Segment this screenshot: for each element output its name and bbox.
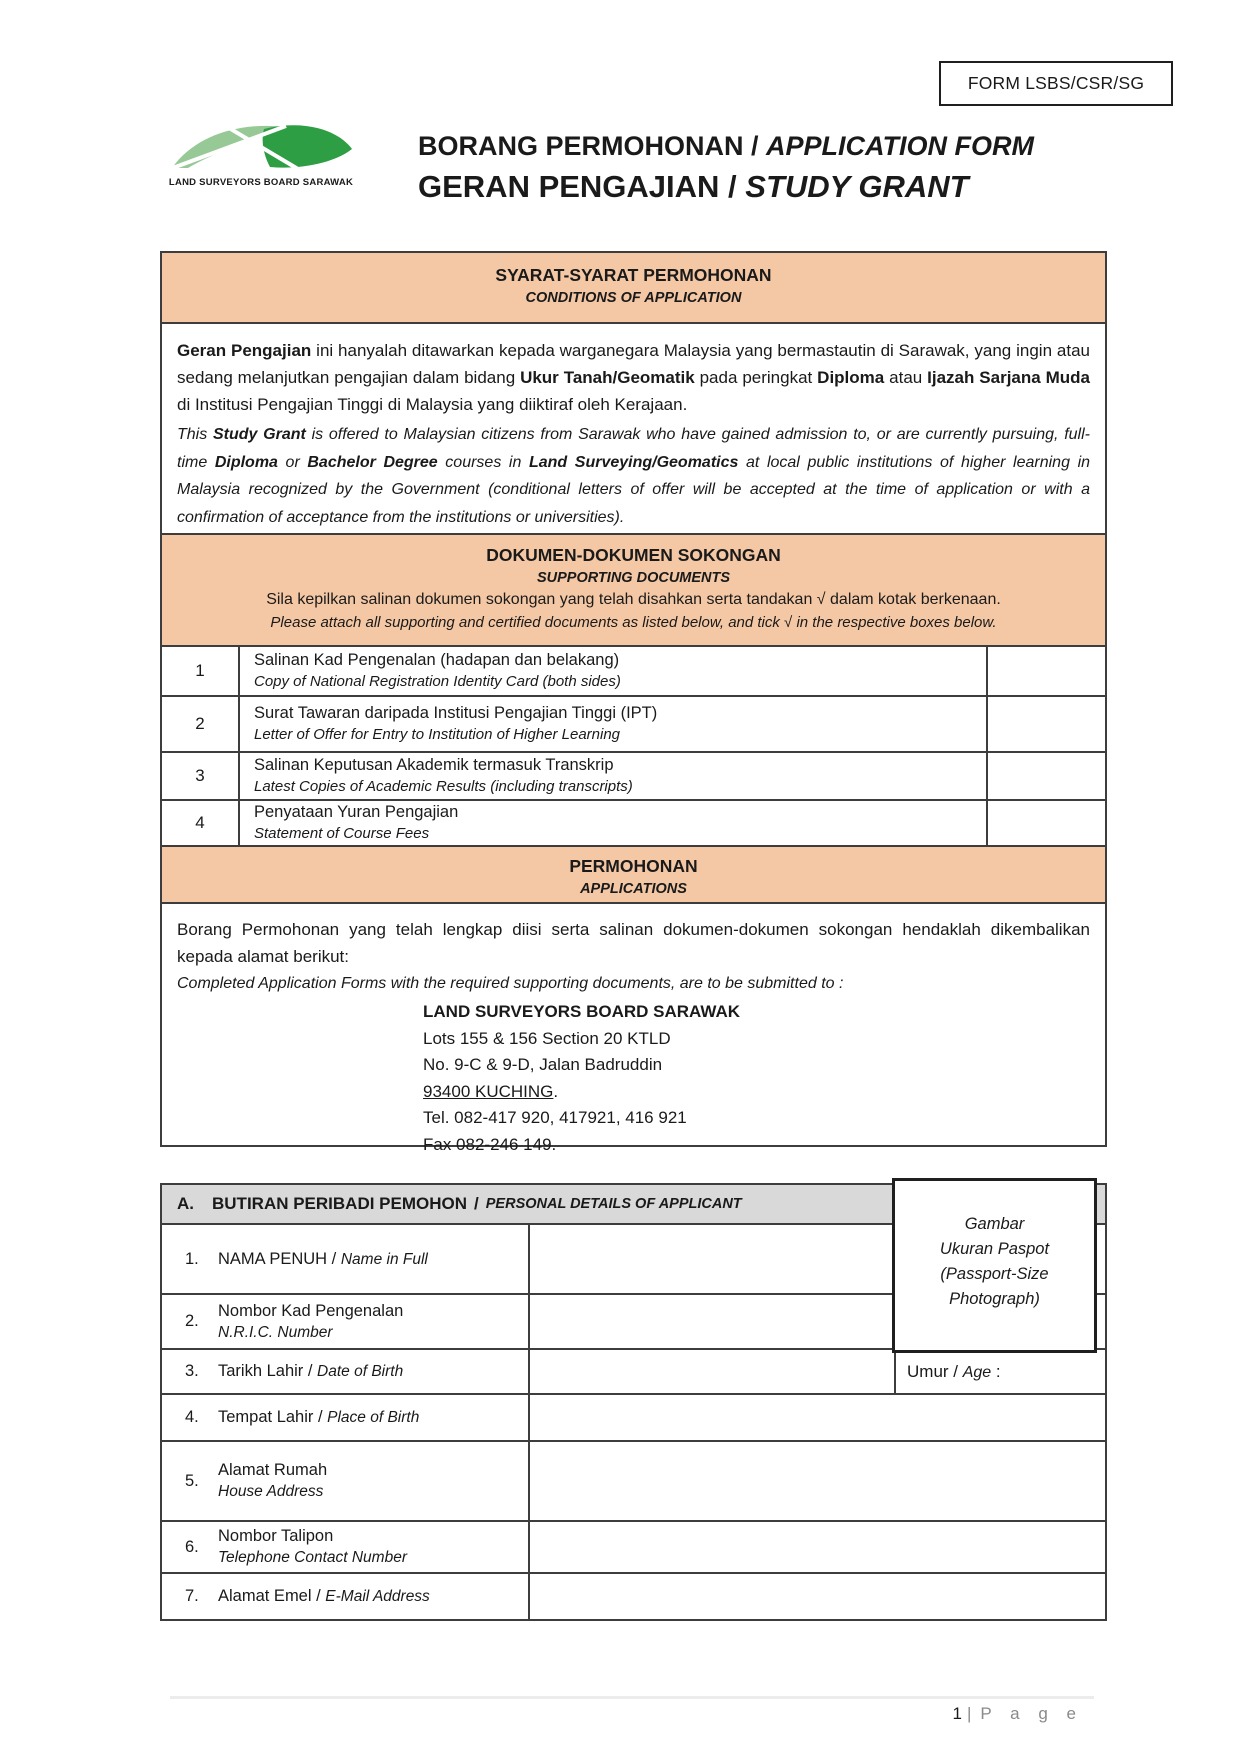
applications-paragraph-malay: Borang Permohonan yang telah lengkap diisi serta salinan dokumen-dokumen sokongan hendaklah dikembalikan kepada alamat berikut: (177, 920, 1090, 966)
document-row-4 (162, 799, 1105, 845)
address-line-2: No. 9-C & 9-D, Jalan Badruddin (423, 1055, 663, 1074)
submission-address (423, 999, 1090, 1158)
address-line-5: Fax 082-246 149. (423, 1134, 557, 1154)
document-row-3 (162, 751, 1105, 799)
document-number: 3 (162, 753, 240, 799)
document-checkbox-cell-2[interactable] (988, 697, 1105, 751)
footer-divider-line (170, 1696, 1094, 1699)
row-label: Alamat Emel / E-Mail Address (218, 1587, 430, 1605)
address-line-1: Lots 155 & 156 Section 20 KTLD (423, 1028, 671, 1048)
address-line-3: 93400 KUCHING. (423, 1081, 559, 1101)
conditions-body (162, 322, 1105, 533)
section-a-separator: / (474, 1194, 479, 1213)
document-row-2 (162, 695, 1105, 751)
documents-instruction-malay: Sila kepilkan salinan dokumen sokongan yang telah disahkan serta tandakan √ dalam kotak berkenaan. (266, 591, 1001, 608)
applications-header (162, 845, 1105, 902)
row-number: 5. (185, 1471, 199, 1490)
document-title: Salinan Keputusan Akademik termasuk Transkrip (254, 755, 614, 774)
document-title: Surat Tawaran daripada Institusi Pengajian Tinggi (IPT) (254, 703, 658, 722)
document-number: 2 (162, 697, 240, 751)
conditions-table (160, 251, 1107, 1154)
conditions-heading-english: CONDITIONS OF APPLICATION (525, 290, 742, 306)
personal-row-birth-date (162, 1348, 1105, 1393)
document-checkbox-cell-1[interactable] (988, 647, 1105, 695)
document-title: Salinan Kad Pengenalan (hadapan dan belakang) (254, 650, 620, 669)
conditions-paragraph-malay: Geran Pengajian ini hanyalah ditawarkan kepada warganegara Malaysia yang bermastautin di Sarawak, yang ingin atau sedang melanjutkan pengajian dalam bidang Ukur Tanah/Geomatik pada peringkat Diploma atau Ijazah Sarjana Muda di Institusi Pengajian Tinggi di Malaysia yang diiktiraf oleh Kerajaan. (177, 341, 1090, 414)
photo-box-line: (Passport-Size (940, 1265, 1049, 1283)
page-footer (400, 1704, 1083, 1724)
row-number: 3. (185, 1362, 199, 1380)
conditions-paragraph-english: This Study Grant is offered to Malaysian citizens from Sarawak who have gained admission to, or are currently pursuing, full-time Diploma or Bachelor Degree courses in Land Surveying/Geomatics at local public institutions of higher learning in Malaysia recognized by the Government (conditional letters of offer will be accepted at the time of application or with a confirmation of acceptance from the institutions or universities). (177, 426, 1091, 526)
document-title: Penyataan Yuran Pengajian (254, 802, 459, 821)
documents-instruction-english: Please attach all supporting and certified documents as listed below, and tick √ in the respective boxes below. (270, 614, 997, 631)
applications-heading-english: APPLICATIONS (580, 881, 687, 897)
photo-box-line: Photograph) (949, 1290, 1040, 1308)
personal-row-email (162, 1572, 1105, 1619)
document-number: 1 (162, 647, 240, 695)
passport-photo-box[interactable] (892, 1178, 1097, 1353)
title-line-1: BORANG PERMOHONAN / APPLICATION FORM (418, 131, 1035, 161)
photo-box-line: Ukuran Paspot (939, 1240, 1050, 1258)
document-subtitle: Letter of Offer for Entry to Institution of Higher Learning (254, 726, 621, 744)
applications-heading-malay: PERMOHONAN (569, 856, 698, 876)
photo-box-line: Gambar (964, 1215, 1025, 1233)
birth-place-input-cell[interactable] (528, 1395, 1105, 1440)
document-subtitle: Latest Copies of Academic Results (including transcripts) (254, 778, 633, 796)
row-label: Nombor Kad Pengenalan N.R.I.C. Number (218, 1301, 404, 1341)
age-label: Umur / Age : (907, 1361, 1001, 1381)
form-code-text: FORM LSBS/CSR/SG (967, 73, 1145, 93)
document-subtitle: Copy of National Registration Identity Card (both sides) (254, 673, 621, 691)
birth-date-input-cell[interactable] (528, 1350, 894, 1393)
document-number: 4 (162, 801, 240, 845)
supporting-documents-header (162, 533, 1105, 645)
page-number-separator: | (967, 1704, 972, 1723)
form-title (418, 128, 1034, 208)
row-number: 7. (185, 1587, 199, 1605)
address-name: LAND SURVEYORS BOARD SARAWAK (423, 1002, 741, 1021)
section-a-subtitle: PERSONAL DETAILS OF APPLICANT (485, 1196, 742, 1212)
row-label: NAMA PENUH / Name in Full (218, 1249, 428, 1268)
lsbs-logo (166, 118, 356, 188)
title-line-2: GERAN PENGAJIAN / STUDY GRANT (418, 169, 969, 204)
page-word: P a g e (980, 1704, 1083, 1723)
page-number: 1 (952, 1704, 962, 1723)
row-label: Tempat Lahir / Place of Birth (218, 1408, 420, 1426)
form-code-box (939, 61, 1173, 106)
row-label: Alamat Rumah House Address (218, 1461, 328, 1500)
address-line-4: Tel. 082-417 920, 417921, 416 921 (423, 1108, 687, 1127)
row-number: 4. (185, 1408, 199, 1426)
row-number: 2. (185, 1312, 199, 1330)
document-checkbox-cell-3[interactable] (988, 753, 1105, 799)
age-input-cell[interactable] (894, 1350, 1105, 1393)
document-subtitle: Statement of Course Fees (254, 825, 430, 843)
personal-row-telephone (162, 1520, 1105, 1572)
documents-heading-english: SUPPORTING DOCUMENTS (536, 570, 731, 586)
document-row-1 (162, 645, 1105, 695)
house-address-input-cell[interactable] (528, 1442, 1105, 1520)
applications-body (162, 902, 1105, 1154)
row-number: 6. (185, 1537, 199, 1556)
document-checkbox-cell-4[interactable] (988, 801, 1105, 845)
personal-row-house-address (162, 1440, 1105, 1520)
row-number: 1. (185, 1249, 199, 1268)
applications-paragraph-english: Completed Application Forms with the required supporting documents, are to be submitted to : (177, 975, 844, 992)
row-label: Tarikh Lahir / Date of Birth (218, 1362, 404, 1380)
telephone-input-cell[interactable] (528, 1522, 1105, 1572)
logo-text: LAND SURVEYORS BOARD SARAWAK (168, 177, 354, 188)
section-a-title: BUTIRAN PERIBADI PEMOHON (212, 1194, 468, 1213)
land-surveyors-board-leaf-icon (166, 118, 356, 176)
conditions-header (162, 253, 1105, 322)
row-label: Nombor Talipon Telephone Contact Number (218, 1527, 407, 1566)
conditions-heading-malay: SYARAT-SYARAT PERMOHONAN (495, 265, 772, 285)
personal-row-birth-place (162, 1393, 1105, 1440)
documents-heading-malay: DOKUMEN-DOKUMEN SOKONGAN (486, 545, 781, 565)
section-a-label: A. (177, 1194, 194, 1213)
email-input-cell[interactable] (528, 1574, 1105, 1619)
